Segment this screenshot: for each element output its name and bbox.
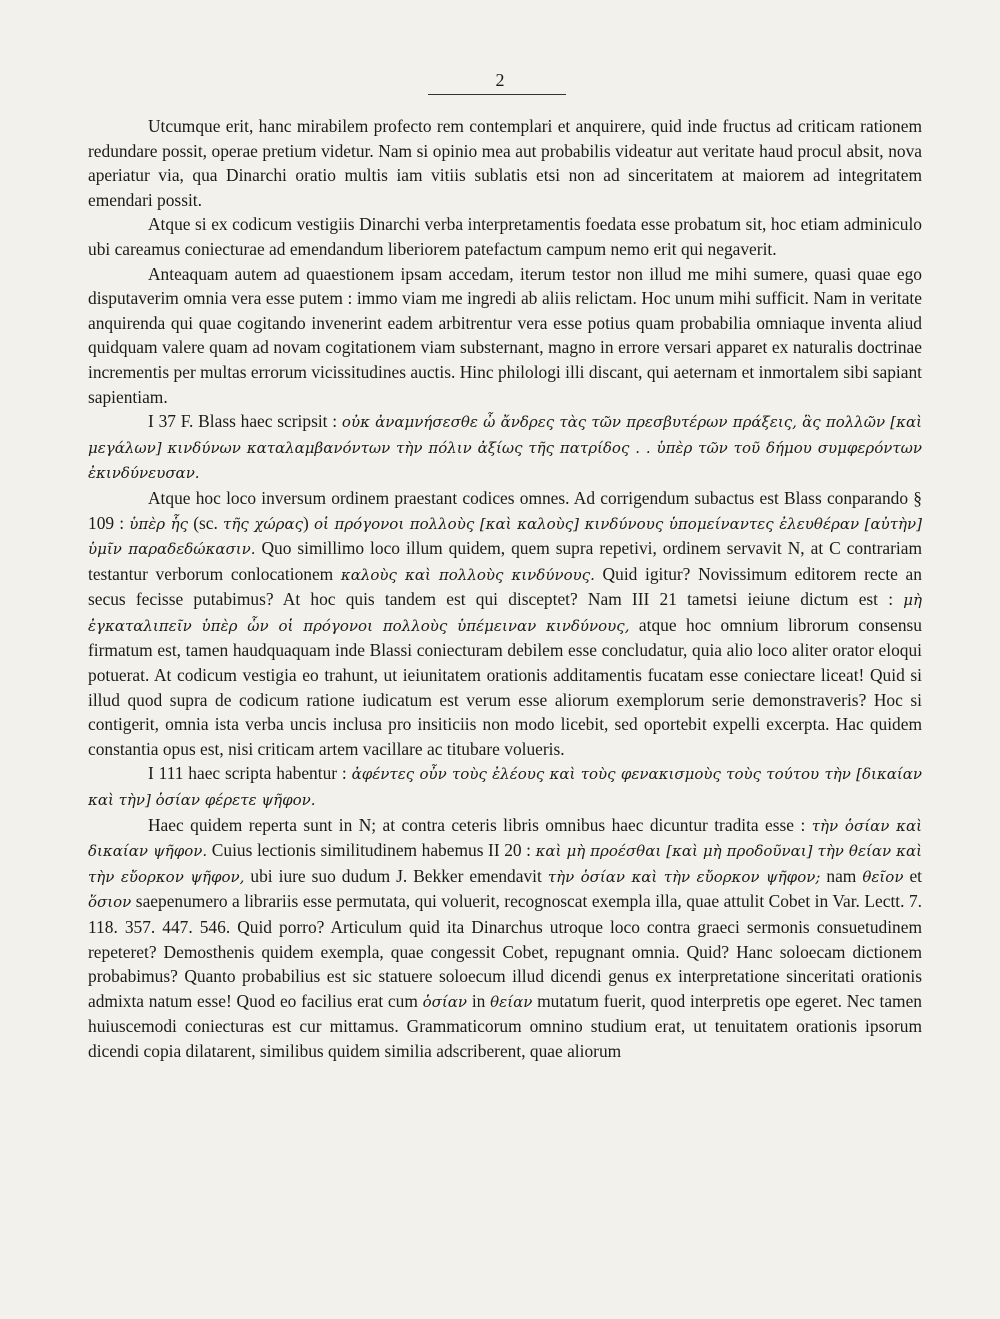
text-run: Quid igitur? Novissimum editorem recte an secus fecisse putabimus? At hoc quis tandem est qui disceptet? Nam III 21 tametsi ieiune dictum est : (88, 563, 922, 610)
text-run: ) (303, 512, 314, 533)
greek-quotation: καλοὺς καὶ πολλοὺς κινδύνους. (340, 565, 595, 584)
text-run: Anteaquam autem ad quaestionem ipsam accedam, iterum testor non illud me mihi sumere, quasi quae ego disputaverim omnia vera esse putem : immo viam me ingredi ab aliis relictam. Hoc unum mihi sufficit. Nam in veritate anquirenda qui quae cogitando invenerint eadem arbitrentur vera esse potius quam probabilia omniaque inventa aliud quidquam valere quam ad novam cogitationem viam substernant, magno in errore versari apparet ex naturalis doctrinae incrementis per multas errorum vicissitudines auctis. Hinc philologi illi discant, qui aeternam et inmortalem sibi sapiant sapientiam. (88, 263, 922, 407)
text-run: in (467, 990, 491, 1011)
text-run: Cuius lectionis similitudinem habemus II 20 : (207, 840, 536, 861)
page-number: 2 (495, 70, 505, 90)
text-run: I 111 haec scripta habentur : (148, 763, 352, 784)
text-run: Haec quidem reperta sunt in N; at contra ceteris libris omnibus haec dicuntur tradita esse : (148, 814, 812, 835)
paragraph (88, 486, 922, 762)
paragraph (88, 114, 922, 212)
greek-quotation: οἱ πρόγονοι πολλοὺς [καὶ καλοὺς] κινδύνους ὑπομείναντες ἐλευθέραν [αὐτὴν] ὑμῖν παραδεδώκασιν. (88, 514, 923, 559)
greek-quotation: τὴν ὁσίαν καὶ δικαίαν ψῆφον. (88, 816, 922, 861)
text-run: (sc. (188, 512, 224, 533)
text-run: mutatum fuerit, quod interpretis ope egeret. Nec tamen huiuscemodi coniecturas est cur mittamus. Grammaticorum omnino studium erat, ut tenuitatem orationis ipsorum dicendi copia dilatarent, similibus quidem similia adscriberent, quae aliorum (88, 990, 922, 1061)
header-rule (428, 94, 566, 95)
greek-quotation: τὴν ὁσίαν καὶ τὴν εὔορκον ψῆφον; (547, 867, 821, 886)
paragraph (88, 409, 922, 486)
paragraph (88, 813, 922, 1064)
greek-quotation: ἀφέντες οὖν τοὺς ἐλέους καὶ τοὺς φενακισμοὺς τοὺς τούτου τὴν [δικαίαν καὶ τὴν] ὁσίαν φέρετε ψῆφον. (88, 765, 922, 810)
text-run: Utcumque erit, hanc mirabilem profecto rem contemplari et anquirere, quid inde fructus ad criticam rationem redundare possit, operae pretium videtur. Nam si opinio mea aut probabilis videatur aut veritate haud procul absit, nova aperiatur via, qua Dinarchi oratio multis iam vitiis sublatis etsi non ad sinceritatem at maiorem ad integritatem emendari possit. (88, 116, 922, 210)
text-run: Quo simillimo loco illum quidem, quem supra repetivi, ordinem servavit N, at C contrariam testantur verborum conlocationem (88, 538, 923, 584)
text-run: Atque hoc loco inversum ordinem praestant codices omnes. Ad corrigendum subactus est Blass conparando § 109 : (88, 487, 922, 533)
body-text (88, 114, 922, 1064)
text-run: nam (820, 865, 863, 886)
greek-quotation: θείαν (490, 992, 533, 1011)
greek-quotation: καὶ μὴ προέσθαι [καὶ μὴ προδοῦναι] τὴν θείαν καὶ τὴν εὔορκον ψῆφον, (88, 842, 922, 886)
text-run: et (903, 865, 922, 886)
text-run: atque hoc omnium librorum consensu firmatum est, tamen haudquaquam inde Blassi coniecturam debilem esse concludatur, quia alio loco aliter orator eloqui potuerat. At codicum vestigia eo trahunt, ut ieiunitatem orationis additamentis fucatam esse coniectare liceat! Quid si illud quod supra de codicum ratione iudicatum est verum esse aliorum exemplorum serie demonstraveris? Hoc si contigerit, omnia ista verba uncis inclusa pro insiticiis non modo licebit, sed oportebit expelli excerpta. Hac quidem constantia opus est, nisi criticam artem vacillare ac titubare volueris. (88, 614, 923, 759)
greek-quotation: τῆς χώρας (223, 514, 303, 533)
text-run: ubi iure suo dudum J. Bekker emendavit (244, 865, 548, 886)
greek-quotation: ὁσίαν (422, 992, 468, 1011)
greek-quotation: θεῖον (862, 867, 904, 886)
text-run: I 37 F. Blass haec scripsit : (148, 411, 342, 432)
greek-quotation: οὐκ ἀναμνήσεσθε ὦ ἄνδρες τὰς τῶν πρεσβυτέρων πράξεις, ἃς πολλῶν [καὶ μεγάλων] κινδύνων καταλαμβανόντων τὴν πόλιν ἀξίως τῆς πατρίδος . . ὑπὲρ τῶν τοῦ δήμου συμφερόντων ἐκινδύνευσαν. (88, 413, 922, 483)
paragraph (88, 262, 922, 410)
text-run: Atque si ex codicum vestigiis Dinarchi verba interpretamentis foedata esse probatum sit, hoc etiam adminiculo ubi careamus coniecturae ad emendandum liberiorem patefactum campum nemo erit qui negaverit. (88, 214, 922, 259)
greek-quotation: ὑπὲρ ἧς (129, 514, 189, 533)
paragraph (88, 761, 922, 812)
text-run: saepenumero a librariis esse permutata, qui voluerit, recognoscat exempla illa, quae attulit Cobet in Var. Lectt. 7. 118. 357. 447. 546. Quid porro? Articulum quid ita Dinarchus utroque loco contra graeci sermonis consuetudinem repeteret? Demosthenis quidem exempla, quae congessit Cobet, repugnant omnia. Quid? Hanc soloecam dictionem probabimus? Quanto probabilius est sic statuere soloecum illud dicendi genus ex interpretatione sinceritati orationis admixta natum esse! Quod eo facilius erat cum (88, 891, 922, 1011)
greek-quotation: μὴ ἐγκαταλιπεῖν ὑπὲρ ὧν οἱ πρόγονοι πολλοὺς ὑπέμειναν κινδύνους, (88, 591, 922, 635)
paragraph (88, 212, 922, 261)
greek-quotation: ὅσιον (88, 893, 132, 912)
